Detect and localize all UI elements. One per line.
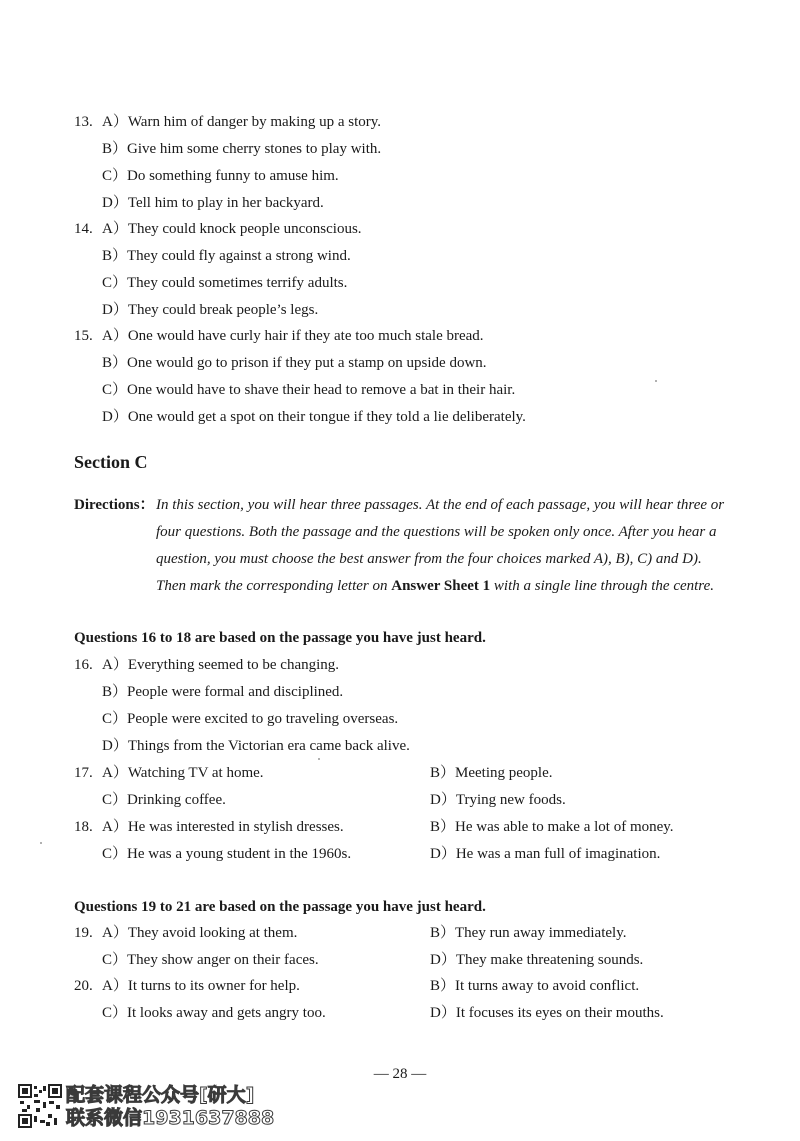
question-18 xyxy=(74,814,774,841)
directions-line: four questions. Both the passage and the questions will be spoken only once. After you hear a xyxy=(156,524,717,540)
option-b: B）People were formal and disciplined. xyxy=(102,684,344,700)
question-16 xyxy=(74,652,774,679)
scan-speck xyxy=(655,380,657,382)
option-c: C）Drinking coffee. xyxy=(102,792,226,808)
group-heading: Questions 19 to 21 are based on the passage you have just heard. xyxy=(74,899,486,915)
question-number: 13. xyxy=(74,114,93,130)
question-19 xyxy=(74,920,774,947)
option-c: C）People were excited to go traveling overseas. xyxy=(102,711,399,727)
option-c: C）Do something funny to amuse him. xyxy=(102,168,339,184)
option-d: D）They make threatening sounds. xyxy=(430,952,644,968)
option-b: B）They could fly against a strong wind. xyxy=(102,248,351,264)
option-b: B）Meeting people. xyxy=(430,765,553,781)
option-a: A）He was interested in stylish dresses. xyxy=(102,819,344,835)
option-d: D）One would get a spot on their tongue if they told a lie deliberately. xyxy=(102,409,526,425)
option-b: B）It turns away to avoid conflict. xyxy=(430,978,640,994)
answer-sheet-ref: Answer Sheet 1 xyxy=(391,578,491,594)
directions-text: with a single line through the centre. xyxy=(490,578,714,594)
option-d: D）They could break people’s legs. xyxy=(102,302,319,318)
option-a: A）It turns to its owner for help. xyxy=(102,978,300,994)
directions-line: In this section, you will hear three passages. At the end of each passage, you will hear three or xyxy=(156,497,725,513)
question-15 xyxy=(74,323,774,350)
promo-banner xyxy=(66,1084,316,1130)
directions-label: Directions： xyxy=(74,497,155,513)
question-number: 14. xyxy=(74,221,93,237)
question-number: 18. xyxy=(74,819,93,835)
question-number: 19. xyxy=(74,925,93,941)
question-number: 15. xyxy=(74,328,93,344)
question-13 xyxy=(74,109,774,136)
option-b: B）They run away immediately. xyxy=(430,925,627,941)
option-a: A）They avoid looking at them. xyxy=(102,925,298,941)
option-c: C）One would have to shave their head to remove a bat in their hair. xyxy=(102,382,516,398)
option-a: A）One would have curly hair if they ate too much stale bread. xyxy=(102,328,484,344)
option-a: A）They could knock people unconscious. xyxy=(102,221,362,237)
directions-line: question, you must choose the best answer from the four choices marked A), B), C) and D). xyxy=(156,551,702,567)
option-c: C）He was a young student in the 1960s. xyxy=(102,846,352,862)
option-c: C）They could sometimes terrify adults. xyxy=(102,275,348,291)
promo-line-1: 配套课程公众号[研大] xyxy=(66,1084,255,1106)
option-d: D）Tell him to play in her backyard. xyxy=(102,195,324,211)
option-b: B）He was able to make a lot of money. xyxy=(430,819,674,835)
directions-line xyxy=(156,573,768,600)
option-a: A）Warn him of danger by making up a story. xyxy=(102,114,382,130)
option-d: D）He was a man full of imagination. xyxy=(430,846,661,862)
question-14 xyxy=(74,216,774,243)
question-number: 16. xyxy=(74,657,93,673)
qr-code-icon xyxy=(18,1084,62,1128)
question-number: 20. xyxy=(74,978,93,994)
option-c: C）They show anger on their faces. xyxy=(102,952,319,968)
scan-speck xyxy=(318,758,320,760)
question-17 xyxy=(74,760,774,787)
group-heading: Questions 16 to 18 are based on the passage you have just heard. xyxy=(74,630,486,646)
question-20 xyxy=(74,973,774,1000)
option-d: D）Trying new foods. xyxy=(430,792,566,808)
option-b: B）One would go to prison if they put a stamp on upside down. xyxy=(102,355,487,371)
option-a: A）Everything seemed to be changing. xyxy=(102,657,340,673)
option-c: C）It looks away and gets angry too. xyxy=(102,1005,326,1021)
directions-text: Then mark the corresponding letter on xyxy=(156,578,392,594)
scan-speck xyxy=(40,842,42,844)
question-number: 17. xyxy=(74,765,93,781)
option-d: D）It focuses its eyes on their mouths. xyxy=(430,1005,664,1021)
promo-line-2: 联系微信1931637888 xyxy=(66,1107,275,1129)
option-a: A）Watching TV at home. xyxy=(102,765,264,781)
page-number: — 28 — xyxy=(373,1066,427,1082)
section-title: Section C xyxy=(74,452,148,472)
option-d: D）Things from the Victorian era came back alive. xyxy=(102,738,410,754)
option-b: B）Give him some cherry stones to play with. xyxy=(102,141,382,157)
